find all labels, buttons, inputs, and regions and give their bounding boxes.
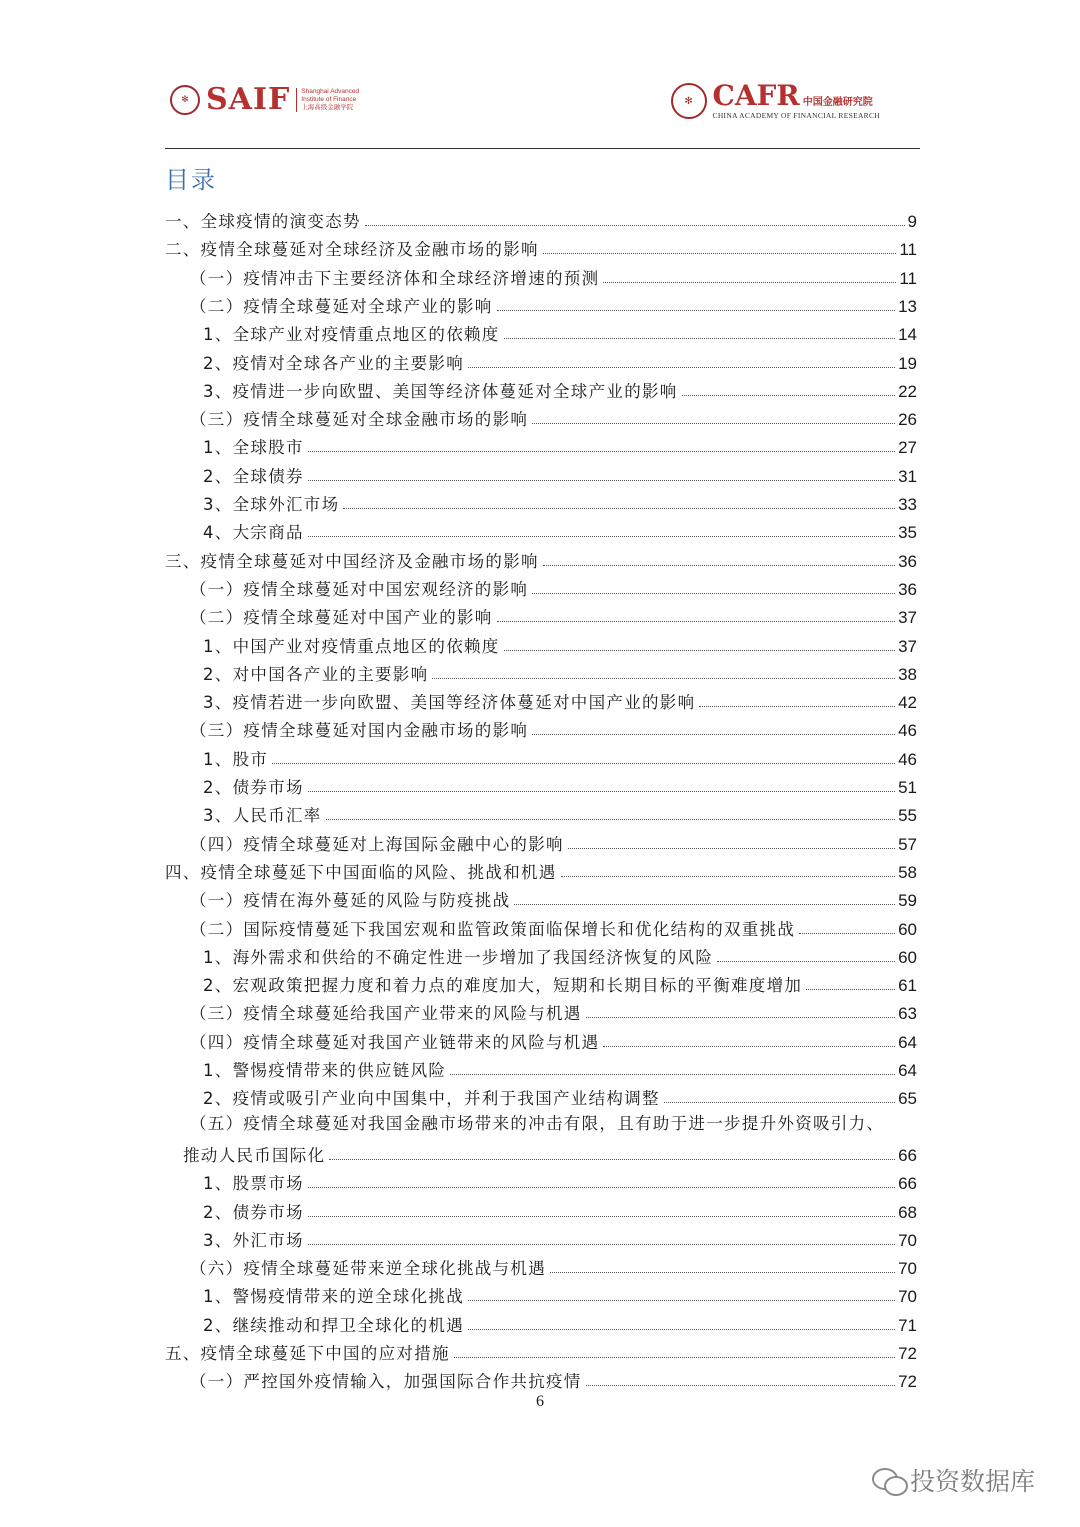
toc-page-number: 37: [898, 636, 917, 656]
toc-page-number: 27: [898, 438, 917, 458]
toc-entry[interactable]: [203, 770, 917, 798]
toc-entry-text: （一）疫情全球蔓延对中国宏观经济的影响: [190, 579, 529, 599]
toc-leader: [308, 1187, 895, 1188]
toc-leader: [308, 480, 895, 481]
toc-page-number: 22: [898, 381, 917, 401]
toc-page-number: 14: [898, 325, 917, 345]
toc-page-number: 19: [898, 353, 917, 373]
toc-page-number: 64: [898, 1061, 917, 1080]
toc-title: 目录: [165, 166, 217, 194]
toc-entry-text: 1、警惕疫情带来的供应链风险: [203, 1061, 447, 1080]
toc-entry[interactable]: [203, 430, 917, 458]
toc-entry-text: 2、债券市场: [203, 778, 304, 797]
toc-page-number: 57: [898, 834, 917, 854]
toc-entry[interactable]: [203, 1166, 917, 1194]
saif-sub-line1: Shanghai Advanced: [301, 87, 360, 95]
toc-page-number: 46: [898, 749, 917, 769]
toc-page-number: 31: [898, 466, 917, 486]
toc-page-number: 60: [898, 947, 917, 967]
toc-entry-text: 1、全球股市: [203, 438, 304, 458]
toc-page-number: 42: [898, 693, 917, 713]
saif-logo-subtitle: [296, 88, 359, 112]
toc-leader: [504, 650, 895, 651]
toc-entry-text: 3、疫情进一步向欧盟、美国等经济体蔓延对全球产业的影响: [203, 381, 678, 401]
toc-leader: [365, 225, 905, 226]
toc-entry[interactable]: [203, 629, 917, 657]
toc-leader: [468, 1329, 895, 1330]
toc-entry-text: （一）严控国外疫情输入，加强国际合作共抗疫情: [190, 1372, 582, 1392]
toc-page-number: 36: [898, 579, 917, 599]
toc-entry-text: （三）疫情全球蔓延对全球金融市场的影响: [190, 410, 529, 430]
toc-leader: [586, 1017, 895, 1018]
toc-entry-text: 五、疫情全球蔓延下中国的应对措施: [165, 1344, 450, 1363]
toc-leader: [308, 451, 895, 452]
toc-leader: [272, 763, 895, 764]
toc-entry-text: （六）疫情全球蔓延带来逆全球化挑战与机遇: [190, 1259, 546, 1279]
toc-page-number: 72: [898, 1344, 917, 1363]
toc-leader: [699, 706, 895, 707]
cafr-logo-en: CHINA ACADEMY OF FINANCIAL RESEARCH: [712, 111, 880, 120]
toc-entry-text: 3、外汇市场: [203, 1230, 304, 1250]
toc-leader: [329, 1159, 895, 1160]
toc-entry[interactable]: [203, 515, 917, 543]
saif-logo: [170, 82, 359, 117]
toc-entry[interactable]: [165, 1336, 917, 1364]
toc-page-number: 9: [907, 212, 917, 231]
toc-page-number: 58: [898, 862, 917, 882]
toc-entry-text: （二）疫情全球蔓延对中国产业的影响: [190, 608, 493, 628]
toc-entry[interactable]: [203, 742, 917, 770]
toc-entry-text: 2、债券市场: [203, 1202, 304, 1222]
seal-icon: ✻: [671, 83, 707, 119]
toc-leader: [343, 508, 895, 509]
toc-entry[interactable]: [190, 261, 917, 289]
toc-entry-text: 3、人民币汇率: [203, 806, 322, 826]
seal-icon: ✻: [170, 85, 200, 115]
toc-leader: [450, 1074, 895, 1075]
toc-leader: [532, 423, 895, 424]
toc-page-number: 46: [898, 721, 917, 741]
toc-page-number: 11: [899, 240, 917, 260]
toc-leader: [682, 395, 895, 396]
toc-entry-text: 2、疫情对全球各产业的主要影响: [203, 353, 464, 373]
toc-entry-text: 2、全球债券: [203, 466, 304, 486]
toc-entry-text: （三）疫情全球蔓延对国内金融市场的影响: [190, 721, 529, 741]
toc-entry-text: 2、宏观政策把握力度和着力点的难度加大，短期和长期目标的平衡难度增加: [203, 976, 803, 996]
toc-entry-text: 3、疫情若进一步向欧盟、美国等经济体蔓延对中国产业的影响: [203, 693, 696, 713]
toc-entry-text: 2、继续推动和捍卫全球化的机遇: [203, 1315, 464, 1335]
toc-leader: [308, 536, 895, 537]
toc-leader: [308, 791, 895, 792]
cafr-logo-word: CAFR: [712, 79, 800, 112]
toc-entry[interactable]: [190, 289, 917, 317]
toc-page-number: 11: [899, 268, 917, 288]
toc-page-number: 61: [898, 976, 917, 996]
toc-leader: [806, 989, 895, 990]
toc-page-number: 65: [898, 1089, 917, 1109]
toc-entry[interactable]: [203, 317, 917, 345]
toc-leader: [532, 734, 895, 735]
toc-page-number: 38: [898, 664, 917, 684]
toc-entry[interactable]: [203, 1081, 917, 1109]
page-number: 6: [536, 1393, 544, 1410]
cafr-logo: [671, 79, 880, 120]
toc-entry-text: （二）疫情全球蔓延对全球产业的影响: [190, 296, 493, 316]
toc-page-number: 26: [898, 410, 917, 430]
saif-sub-line3: 上海高级金融学院: [301, 103, 354, 111]
toc-entry[interactable]: [165, 855, 917, 883]
toc-entry[interactable]: [190, 996, 917, 1024]
toc-entry-text: （一）疫情冲击下主要经济体和全球经济增速的预测: [190, 268, 600, 288]
watermark: [872, 1462, 1035, 1498]
toc-entry-text: 1、全球产业对疫情重点地区的依赖度: [203, 325, 500, 345]
toc-leader: [543, 565, 895, 566]
toc-entry[interactable]: [203, 487, 917, 515]
toc-entry[interactable]: [190, 572, 917, 600]
toc-page-number: 55: [898, 806, 917, 826]
toc-leader: [532, 593, 895, 594]
toc-entry[interactable]: [190, 1251, 917, 1279]
toc-leader: [326, 819, 895, 820]
toc-page-number: 68: [898, 1202, 917, 1222]
toc-leader: [603, 282, 896, 283]
toc-entry[interactable]: [190, 713, 917, 741]
toc-leader: [664, 1102, 895, 1103]
toc-entry-text: 推动人民币国际化: [183, 1145, 326, 1165]
cafr-logo-cn: 中国金融研究院: [802, 97, 873, 108]
toc-entry-text: 1、中国产业对疫情重点地区的依赖度: [203, 636, 500, 656]
toc-entry-text: 二、疫情全球蔓延对全球经济及金融市场的影响: [165, 240, 539, 260]
toc-leader: [468, 1300, 895, 1301]
toc-entry-text: 1、警惕疫情带来的逆全球化挑战: [203, 1287, 464, 1307]
toc-page-number: 70: [898, 1287, 917, 1307]
toc-entry-text: 四、疫情全球蔓延下中国面临的风险、挑战和机遇: [165, 862, 557, 882]
toc-entry[interactable]: [190, 1025, 917, 1053]
toc-leader: [308, 1216, 895, 1217]
toc-leader: [561, 876, 895, 877]
toc-leader: [468, 367, 895, 368]
toc-page-number: 72: [898, 1372, 917, 1392]
toc-leader: [432, 678, 895, 679]
toc-entry-text: 2、疫情或吸引产业向中国集中，并利于我国产业结构调整: [203, 1089, 660, 1109]
toc-entry-text: 三、疫情全球蔓延对中国经济及金融市场的影响: [165, 551, 539, 571]
toc-entry-text: （四）疫情全球蔓延对上海国际金融中心的影响: [190, 834, 564, 854]
toc-entry[interactable]: [203, 1223, 917, 1251]
toc-page-number: 59: [898, 891, 917, 911]
toc-entry[interactable]: [203, 459, 917, 487]
toc-leader: [308, 1244, 895, 1245]
toc-leader: [454, 1357, 895, 1358]
toc-page-number: 63: [898, 1004, 917, 1024]
toc-page-number: 35: [898, 523, 917, 543]
toc-entry-text: （一）疫情在海外蔓延的风险与防疫挑战: [190, 891, 511, 911]
page-header: [165, 78, 920, 148]
toc-entry[interactable]: [190, 912, 917, 940]
toc-leader: [717, 961, 895, 962]
saif-sub-line2: Institute of Finance: [301, 95, 357, 103]
toc-page-number: 13: [898, 296, 917, 316]
toc-entry-text: 4、大宗商品: [203, 523, 304, 543]
toc-entry-text[interactable]: （五）疫情全球蔓延对我国金融市场带来的冲击有限，且有助于进一步提升外资吸引力、: [190, 1113, 885, 1133]
toc-leader: [514, 904, 895, 905]
toc-page-number: 70: [898, 1259, 917, 1279]
toc-leader: [799, 933, 895, 934]
toc-entry[interactable]: [165, 544, 917, 572]
saif-logo-word: SAIF: [206, 82, 291, 117]
toc-entry[interactable]: [203, 657, 917, 685]
toc-entry[interactable]: [203, 1279, 917, 1307]
toc-page-number: 71: [898, 1315, 917, 1335]
toc-page-number: 64: [898, 1032, 917, 1052]
toc-entry[interactable]: [203, 685, 917, 713]
toc-page-number: 33: [898, 495, 917, 514]
toc-entry[interactable]: [190, 883, 917, 911]
header-rule: [165, 148, 920, 149]
watermark-text: 投资数据库: [910, 1467, 1036, 1496]
toc-entry[interactable]: [203, 1195, 917, 1223]
cafr-logo-text: [712, 79, 880, 120]
toc-page-number: 66: [898, 1145, 917, 1165]
toc-entry[interactable]: [190, 402, 917, 430]
toc-entry[interactable]: [190, 827, 917, 855]
toc-entry[interactable]: [190, 1364, 917, 1392]
toc-entry[interactable]: [165, 204, 917, 232]
toc-leader: [504, 338, 895, 339]
toc-entry[interactable]: [203, 968, 917, 996]
toc-entry[interactable]: [203, 940, 917, 968]
toc-entry[interactable]: [203, 346, 917, 374]
toc-leader: [497, 310, 895, 311]
toc-entry[interactable]: [203, 374, 917, 402]
toc-page-number: 51: [898, 778, 917, 797]
toc-entry-text: （二）国际疫情蔓延下我国宏观和监管政策面临保增长和优化结构的双重挑战: [190, 919, 796, 939]
toc-entry-text: 1、海外需求和供给的不确定性进一步增加了我国经济恢复的风险: [203, 947, 714, 967]
toc-entry-text: 1、股市: [203, 749, 269, 769]
toc-page-number: 36: [898, 551, 917, 571]
toc-leader: [568, 848, 895, 849]
toc-entry-text: （三）疫情全球蔓延给我国产业带来的风险与机遇: [190, 1004, 582, 1024]
toc-entry[interactable]: [190, 600, 917, 628]
toc-leader: [550, 1272, 895, 1273]
toc-entry[interactable]: [183, 1138, 917, 1166]
toc-leader: [603, 1046, 895, 1047]
toc-leader: [586, 1385, 895, 1386]
toc-leader: [543, 253, 897, 254]
toc-entry-text: 1、股票市场: [203, 1174, 304, 1194]
toc-entry[interactable]: [165, 232, 917, 260]
toc-entry-text: 一、全球疫情的演变态势: [165, 212, 361, 231]
toc-page-number: 66: [898, 1174, 917, 1194]
wechat-icon: [872, 1466, 906, 1494]
toc-entry[interactable]: [203, 1053, 917, 1081]
toc-entry[interactable]: [203, 1308, 917, 1336]
toc-entry-text: 2、对中国各产业的主要影响: [203, 664, 429, 684]
toc-entry-text: （四）疫情全球蔓延对我国产业链带来的风险与机遇: [190, 1032, 600, 1052]
toc-page-number: 37: [898, 608, 917, 628]
toc-entry-text: 3、全球外汇市场: [203, 495, 340, 514]
toc-leader: [497, 621, 895, 622]
toc-page-number: 60: [898, 919, 917, 939]
toc-entry[interactable]: [203, 798, 917, 826]
toc-page-number: 70: [898, 1230, 917, 1250]
